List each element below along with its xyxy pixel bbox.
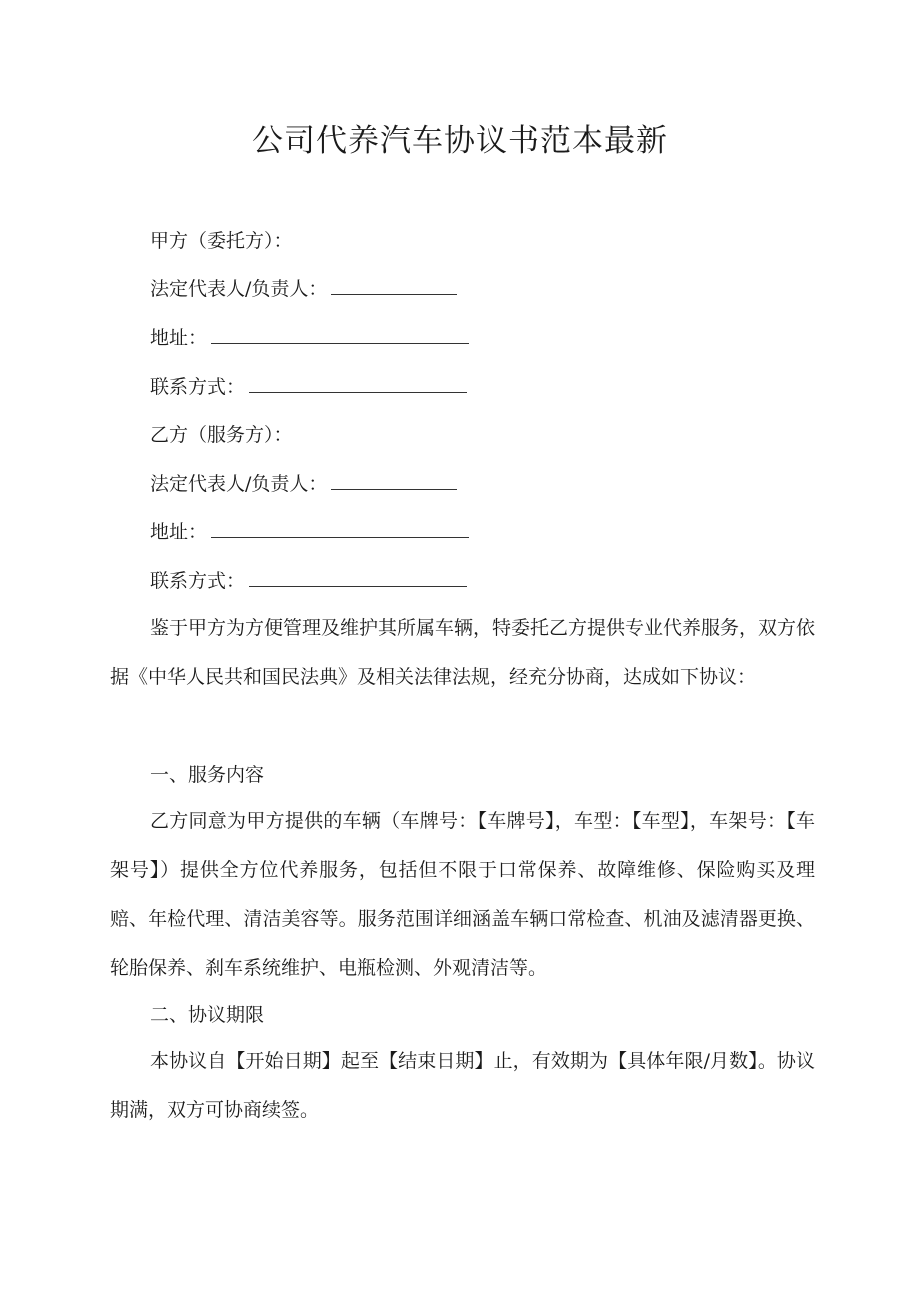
document-title: 公司代养汽车协议书范本最新 (252, 123, 668, 159)
party-b-rep-line (150, 470, 457, 498)
party-a-rep-blank[interactable] (331, 275, 457, 295)
party-a-address-line (150, 324, 469, 352)
party-a-address-label: 地址： (150, 327, 208, 349)
party-a-address-blank[interactable] (211, 324, 469, 344)
party-b-contact-label: 联系方式： (150, 570, 246, 592)
party-a-rep-label: 法定代表人/负责人： (150, 278, 328, 300)
section-1-heading: 一、服务内容 (150, 764, 265, 786)
section-1-body: 乙方同意为甲方提供的车辆（车牌号：【车牌号】，车型：【车型】，车架号：【车架号】）提供全方位代养服务，包括但不限于口常保养、故障维修、保险购买及理赔、年检代理、清洁美容等。服务范围详细涵盖车辆口常检查、机油及滤清器更换、轮胎保养、刹车系统维护、电瓶检测、外观清洁等。 (110, 810, 815, 979)
party-b-heading (150, 421, 293, 449)
party-a-contact-line (150, 373, 467, 401)
party-a-contact-label: 联系方式： (150, 376, 246, 398)
party-b-rep-blank[interactable] (331, 470, 457, 490)
section-2-body: 本协议自【开始日期】起至【结束日期】止，有效期为【具体年限/月数】。协议期满，双方可协商续签。 (110, 1050, 815, 1121)
party-b-heading-text: 乙方（服务方）： (150, 424, 293, 446)
party-b-address-blank[interactable] (211, 518, 469, 538)
intro-paragraph: 鉴于甲方为方便管理及维护其所属车辆，特委托乙方提供专业代养服务，双方依据《中华人民共和国民法典》及相关法律法规，经充分协商，达成如下协议： (110, 617, 816, 688)
party-b-contact-line (150, 567, 467, 595)
party-b-address-line (150, 518, 469, 546)
party-b-rep-label: 法定代表人/负责人： (150, 473, 328, 495)
party-a-contact-blank[interactable] (249, 373, 467, 393)
party-a-heading (150, 227, 293, 255)
party-a-rep-line (150, 275, 457, 303)
party-a-heading-text: 甲方（委托方）： (150, 230, 293, 252)
party-b-address-label: 地址： (150, 521, 208, 543)
section-2-heading: 二、协议期限 (150, 1004, 265, 1026)
party-b-contact-blank[interactable] (249, 567, 467, 587)
